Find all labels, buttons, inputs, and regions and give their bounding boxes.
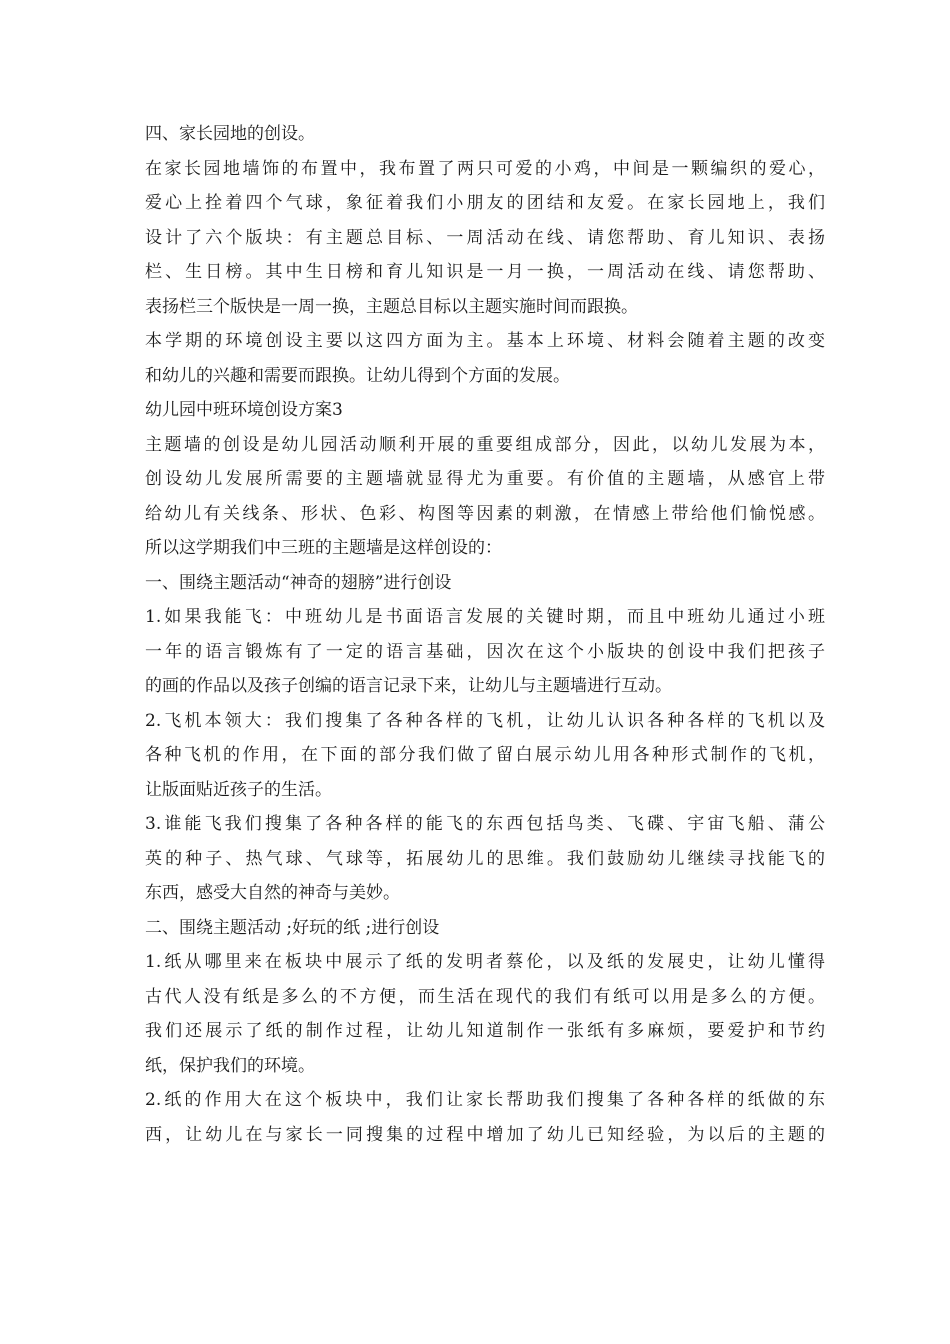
- text-line: 爱心上拴着四个气球，象征着我们小朋友的团结和友爱。在家长园地上，我们: [145, 193, 825, 213]
- text-line: 幼儿园中班环境创设方案3: [145, 400, 343, 420]
- text-line: 一、围绕主题活动“神奇的翅膀”进行创设: [145, 572, 452, 593]
- text-line: 四、家长园地的创设。: [145, 124, 315, 144]
- text-line: 一年的语言锻炼有了一定的语言基础，因次在这个小版块的创设中我们把孩子: [145, 641, 825, 662]
- text-line: 让版面贴近孩子的生活。: [145, 779, 332, 800]
- text-line: 3.谁能飞我们搜集了各种各样的能飞的东西包括鸟类、飞碟、宇宙飞船、蒲公: [145, 814, 825, 834]
- text-line: 栏、生日榜。其中生日榜和育儿知识是一月一换，一周活动在线、请您帮助、: [145, 262, 825, 282]
- text-line: 在家长园地墙饰的布置中，我布置了两只可爱的小鸡，中间是一颗编织的爱心，: [145, 158, 825, 179]
- text-line: 各种飞机的作用，在下面的部分我们做了留白展示幼儿用各种形式制作的飞机，: [145, 745, 825, 765]
- text-line: 1.纸从哪里来在板块中展示了纸的发明者蔡伦，以及纸的发展史，让幼儿懂得: [145, 952, 825, 972]
- text-line: 和幼儿的兴趣和需要而跟换。让幼儿得到个方面的发展。: [145, 365, 570, 386]
- text-line: 表扬栏三个版快是一周一换，主题总目标以主题实施时间而跟换。: [145, 296, 638, 317]
- text-line: 西，让幼儿在与家长一同搜集的过程中增加了幼儿已知经验，为以后的主题的: [145, 1124, 825, 1145]
- text-line: 二、围绕主题活动 ;好玩的纸 ;进行创设: [145, 917, 440, 938]
- text-line: 古代人没有纸是多么的不方便，而生活在现代的我们有纸可以用是多么的方便。: [145, 986, 825, 1007]
- text-line: 创设幼儿发展所需要的主题墙就显得尤为重要。有价值的主题墙，从感官上带: [145, 469, 825, 489]
- text-line: 本学期的环境创设主要以这四方面为主。基本上环境、材料会随着主题的改变: [145, 331, 825, 351]
- text-line: 的画的作品以及孩子创编的语言记录下来，让幼儿与主题墙进行互动。: [145, 676, 672, 696]
- text-line: 给幼儿有关线条、形状、色彩、构图等因素的刺激，在情感上带给他们愉悦感。: [145, 503, 825, 524]
- text-line: 2.纸的作用大在这个板块中，我们让家长帮助我们搜集了各种各样的纸做的东: [145, 1090, 825, 1110]
- text-line: 1.如果我能飞：中班幼儿是书面语言发展的关键时期，而且中班幼儿通过小班: [145, 607, 825, 627]
- text-line: 我们还展示了纸的制作过程，让幼儿知道制作一张纸有多麻烦，要爱护和节约: [145, 1021, 825, 1041]
- text-line: 主题墙的创设是幼儿园活动顺利开展的重要组成部分，因此，以幼儿发展为本，: [145, 434, 825, 455]
- text-line: 东西，感受大自然的神奇与美妙。: [145, 883, 400, 903]
- text-line: 设计了六个版块：有主题总目标、一周活动在线、请您帮助、育儿知识、表扬: [145, 227, 825, 248]
- text-line: 英的种子、热气球、气球等，拓展幼儿的思维。我们鼓励幼儿继续寻找能飞的: [145, 848, 825, 869]
- text-line: 所以这学期我们中三班的主题墙是这样创设的：: [145, 538, 502, 558]
- text-line: 纸，保护我们的环境。: [145, 1055, 315, 1076]
- document-body: [145, 117, 825, 1152]
- text-line: 2.飞机本领大：我们搜集了各种各样的飞机，让幼儿认识各种各样的飞机以及: [145, 710, 825, 731]
